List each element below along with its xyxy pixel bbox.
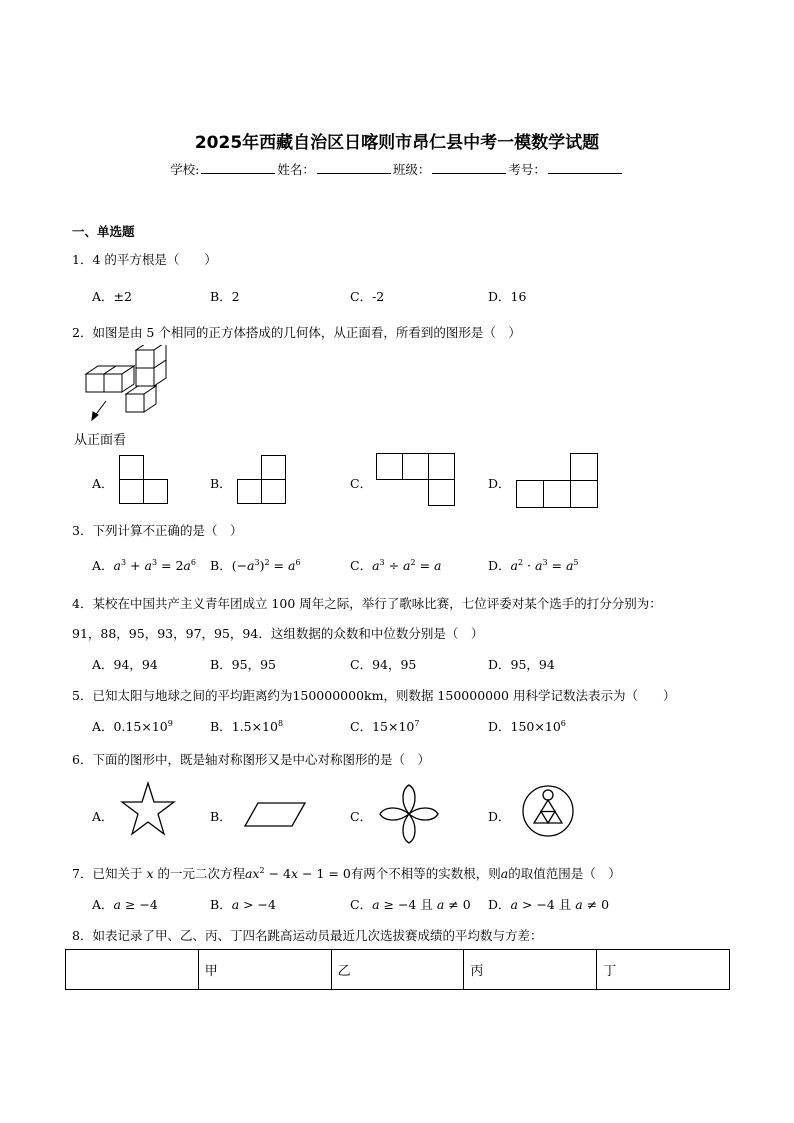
view-caption: 从正面看: [74, 433, 127, 448]
q6-option-d: D．: [488, 809, 511, 824]
question-6-stem: 6．下面的图形中，既是轴对称图形又是中心对称图形的是（ ）: [72, 752, 430, 767]
name-blank: [317, 161, 391, 174]
q6-option-a: A．: [92, 809, 114, 824]
question-8-stem: 8．如表记录了甲、乙、丙、丁四名跳高运动员最近几次选拔赛成绩的平均数与方差：: [72, 928, 543, 943]
table-header-row: [66, 950, 730, 990]
class-label: 班级：: [392, 162, 431, 177]
star-icon: [120, 780, 176, 840]
q5-option-d: D．$150\times 10^6$: [488, 718, 566, 734]
table-header-cell: [66, 950, 199, 990]
q6-option-b: B．: [210, 809, 232, 824]
table-header-cell: 甲: [198, 950, 331, 990]
table-header-cell: 丁: [597, 950, 730, 990]
q5-option-a: A．$0.15\times 10^9$: [92, 718, 173, 734]
q2-option-a: A．: [92, 476, 114, 491]
q2-option-b: B．: [210, 476, 232, 491]
school-blank: [201, 161, 275, 174]
number-label: 考号：: [508, 162, 546, 177]
student-info-line: [0, 160, 794, 178]
q7-option-b: B．a > −4: [210, 897, 276, 912]
q3-option-d: D．$a^2 \cdot a^3 = a^5$: [488, 557, 579, 573]
q7-option-c: C．a ≥ −4 且 a ≠ 0: [350, 897, 471, 912]
scores-table: [65, 949, 730, 990]
q1-option-a: A．±2: [92, 289, 132, 304]
q1-option-c: C．-2: [350, 289, 385, 304]
q6-option-c: C．: [350, 809, 373, 824]
question-4-stem-line1: 4．某校在中国共产主义青年团成立 100 周年之际，举行了歌咏比赛，七位评委对某个选手的打分分别为：: [72, 596, 662, 611]
q1-option-d: D．16: [488, 289, 527, 304]
q3-option-c: C．$a^3 \div a^2 = a$: [350, 557, 442, 573]
number-blank: [548, 161, 622, 174]
q2-option-d: D．: [488, 476, 511, 491]
question-4-stem-line2: 91，88，95，93，97，95，94．这组数据的众数和中位数分别是（ ）: [72, 626, 484, 641]
page-title: 2025年西藏自治区日喀则市昂仁县中考一模数学试题: [194, 133, 600, 153]
q1-option-b: B．2: [210, 289, 240, 304]
q5-option-b: B．$1.5\times 10^8$: [210, 718, 284, 734]
section-heading: 一、单选题: [72, 224, 135, 239]
q4-option-d: D．95，94: [488, 657, 555, 672]
q4-option-a: A．94，94: [92, 657, 158, 672]
cube-solid-figure: [70, 345, 180, 430]
question-7-stem: 7．已知关于 x 的一元二次方程$ax^2 - 4x - 1 = 0$有两个不相等的实数根，则a的取值范围是（ ）: [72, 865, 621, 881]
q4-option-c: C．94，95: [350, 657, 417, 672]
name-label: 姓名：: [277, 162, 315, 177]
circle-triangle-icon: [520, 783, 576, 839]
q3-option-a: A．$a^3 + a^3 = 2a^6$: [92, 557, 196, 573]
question-3-stem: 3．下列计算不正确的是（ ）: [72, 523, 243, 538]
parallelogram-icon: [242, 800, 308, 830]
q2-option-c: C．: [350, 476, 373, 491]
q4-option-b: B．95，95: [210, 657, 276, 672]
question-1-stem: 1．4 的平方根是（ ）: [72, 252, 217, 267]
q7-option-a: A．a ≥ −4: [92, 897, 158, 912]
four-petal-flower-icon: [378, 783, 440, 845]
school-label: 学校:: [170, 162, 200, 177]
question-5-stem: 5．已知太阳与地球之间的平均距离约为150000000km，则数据 150000000 用科学记数法表示为（ ）: [72, 688, 676, 703]
class-blank: [432, 161, 506, 174]
table-header-cell: 乙: [331, 950, 464, 990]
table-header-cell: 丙: [464, 950, 597, 990]
q7-option-d: D．a > −4 且 a ≠ 0: [488, 897, 610, 912]
question-2-stem: 2．如图是由 5 个相同的正方体搭成的几何体，从正面看，所看到的图形是（ ）: [72, 325, 521, 340]
q5-option-c: C．$15\times 10^7$: [350, 718, 420, 734]
q3-option-b: B．$(-a^3)^2 = a^6$: [210, 557, 301, 573]
